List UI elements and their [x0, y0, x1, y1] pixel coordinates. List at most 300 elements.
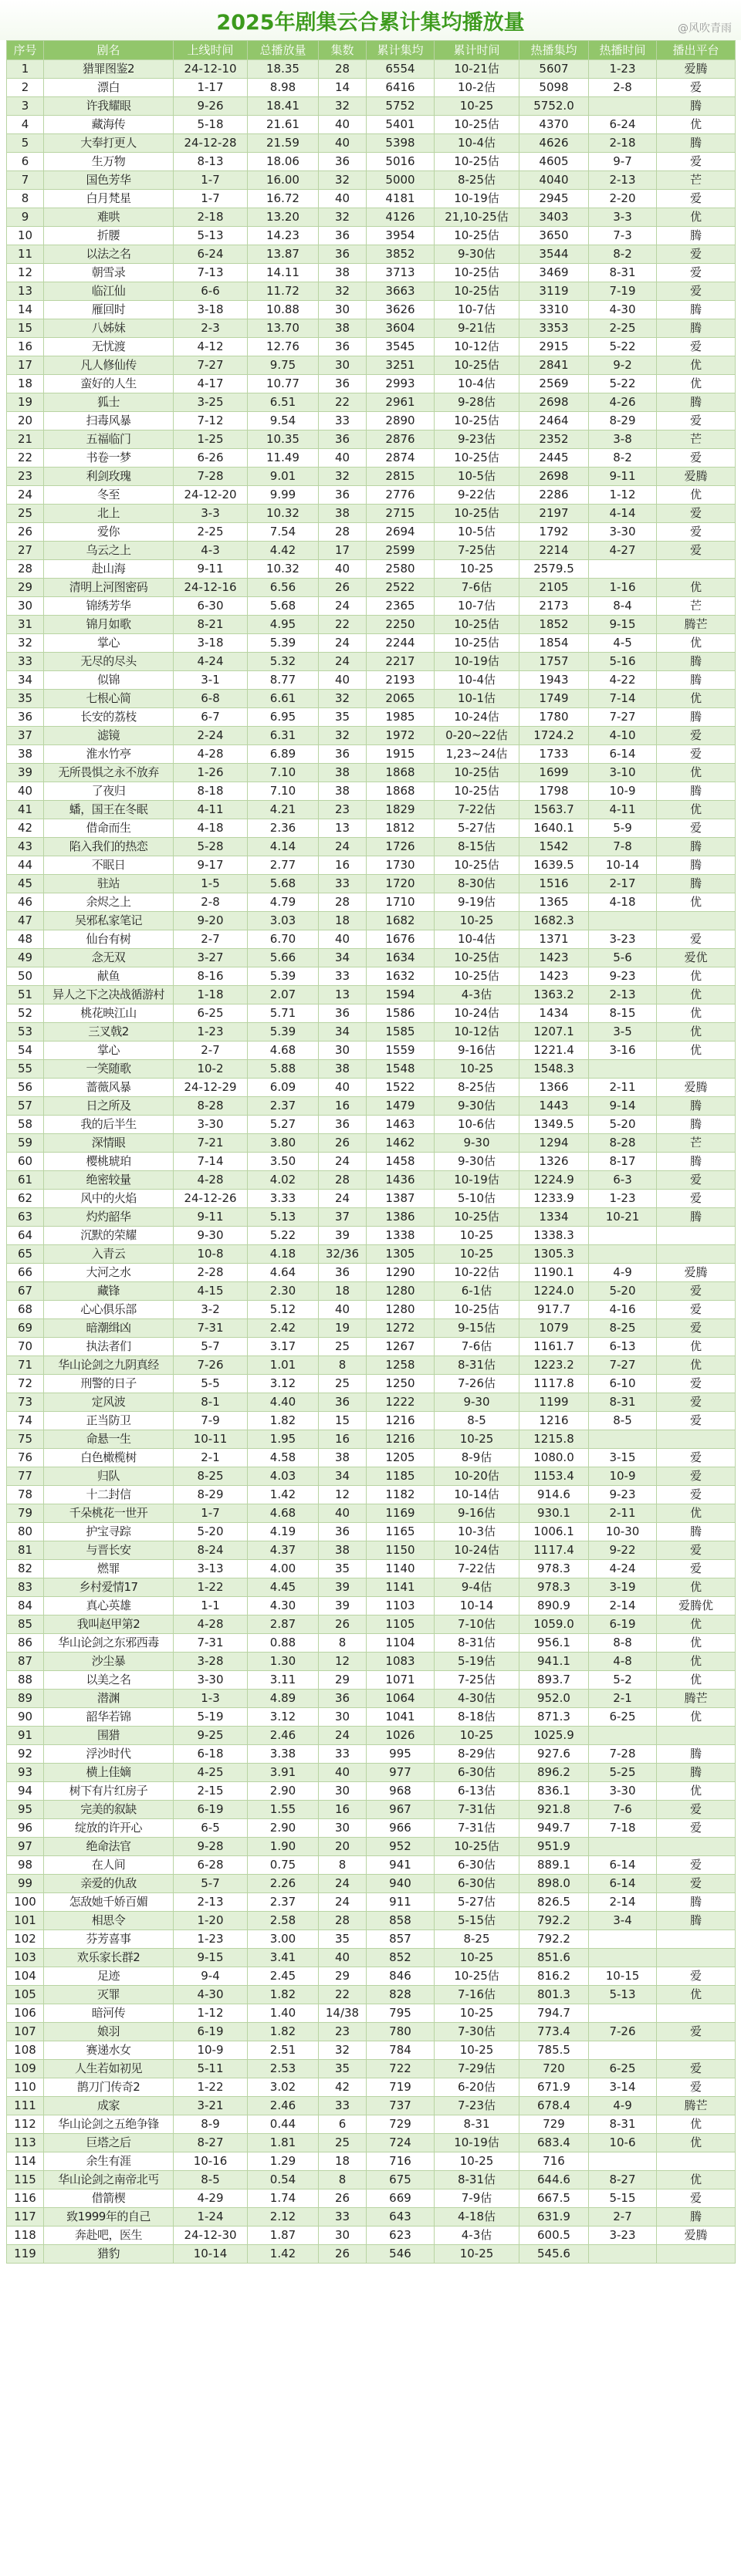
cell-total-views: 2.46: [248, 2097, 319, 2115]
cell-cumulative-avg: 1479: [367, 1097, 435, 1116]
cell-total-views: 4.02: [248, 1171, 319, 1190]
cell-rank: 55: [7, 1060, 44, 1079]
cell-cumulative-time: 4-18估: [435, 2208, 519, 2227]
cell-total-views: 2.07: [248, 986, 319, 1004]
cell-peak-avg: 941.1: [519, 1653, 589, 1671]
cell-cumulative-time: 9-28估: [435, 393, 519, 412]
cell-platform: [657, 2041, 736, 2060]
cell-rank: 14: [7, 301, 44, 319]
cell-total-views: 14.23: [248, 227, 319, 245]
cell-episodes: 16: [319, 1097, 367, 1116]
cell-cumulative-avg: 2890: [367, 412, 435, 430]
cell-drama-name: 无忧渡: [44, 338, 174, 356]
cell-platform: 腾: [657, 319, 736, 338]
cell-peak-avg: 4626: [519, 134, 589, 153]
cell-total-views: 2.53: [248, 2060, 319, 2078]
table-row: [7, 1578, 736, 1597]
cell-drama-name: 足迹: [44, 1967, 174, 1986]
cell-peak-avg: 1780: [519, 708, 589, 727]
table-row: [7, 190, 736, 208]
cell-peak-avg: 545.6: [519, 2245, 589, 2264]
cell-launch-date: 3-18: [174, 634, 248, 653]
cell-launch-date: 6-28: [174, 1856, 248, 1875]
cell-rank: 51: [7, 986, 44, 1004]
cell-cumulative-time: 8-25: [435, 1930, 519, 1949]
table-row: [7, 1486, 736, 1504]
cell-cumulative-time: 7-22估: [435, 801, 519, 819]
cell-platform: 爱: [657, 1449, 736, 1467]
cell-peak-avg: 1006.1: [519, 1523, 589, 1541]
cell-episodes: 38: [319, 764, 367, 782]
cell-cumulative-time: 10-25估: [435, 616, 519, 634]
cell-peak-avg: 949.7: [519, 1819, 589, 1838]
cell-peak-avg: 785.5: [519, 2041, 589, 2060]
cell-cumulative-time: 10-25估: [435, 764, 519, 782]
cell-episodes: 22: [319, 393, 367, 412]
cell-cumulative-avg: 729: [367, 2115, 435, 2134]
cell-platform: 腾: [657, 1912, 736, 1930]
cell-rank: 37: [7, 727, 44, 745]
cell-drama-name: 十二封信: [44, 1486, 174, 1504]
cell-launch-date: 7-31: [174, 1319, 248, 1338]
cell-episodes: 25: [319, 2134, 367, 2152]
cell-drama-name: 白月梵星: [44, 190, 174, 208]
cell-drama-name: 八姊妹: [44, 319, 174, 338]
cell-drama-name: 利剑玫瑰: [44, 468, 174, 486]
cell-drama-name: 深情眼: [44, 1134, 174, 1153]
cell-cumulative-time: 10-4估: [435, 375, 519, 393]
cell-cumulative-avg: 2193: [367, 671, 435, 690]
cell-drama-name: 相思令: [44, 1912, 174, 1930]
cell-drama-name: 与晋长安: [44, 1541, 174, 1560]
cell-platform: 优: [657, 116, 736, 134]
header-peak-time: 热播时间: [589, 41, 657, 60]
cell-cumulative-avg: 1083: [367, 1653, 435, 1671]
table-row: [7, 1856, 736, 1875]
cell-launch-date: 3-25: [174, 393, 248, 412]
cell-peak-time: 9-23: [589, 1486, 657, 1504]
cell-drama-name: 鹊刀门传奇2: [44, 2078, 174, 2097]
cell-peak-time: 6-10: [589, 1375, 657, 1393]
cell-cumulative-time: 10-25估: [435, 856, 519, 875]
cell-peak-avg: 1854: [519, 634, 589, 653]
cell-total-views: 2.58: [248, 1912, 319, 1930]
cell-peak-time: 2-1: [589, 1690, 657, 1708]
cell-episodes: 6: [319, 2115, 367, 2134]
cell-total-views: 5.39: [248, 1023, 319, 1042]
table-row: [7, 634, 736, 653]
cell-cumulative-avg: 716: [367, 2152, 435, 2171]
cell-episodes: 33: [319, 1745, 367, 1764]
table-row: [7, 264, 736, 282]
cell-peak-time: 5-20: [589, 1116, 657, 1134]
header-platform: 播出平台: [657, 41, 736, 60]
cell-drama-name: 凡人修仙传: [44, 356, 174, 375]
cell-cumulative-avg: 1165: [367, 1523, 435, 1541]
cell-drama-name: 欢乐家长群2: [44, 1949, 174, 1967]
cell-episodes: 24: [319, 1153, 367, 1171]
cell-cumulative-avg: 1985: [367, 708, 435, 727]
cell-peak-avg: 1792: [519, 523, 589, 542]
cell-total-views: 4.79: [248, 893, 319, 912]
cell-peak-time: 7-26: [589, 2023, 657, 2041]
cell-rank: 49: [7, 949, 44, 967]
cell-peak-time: 2-11: [589, 1079, 657, 1097]
cell-launch-date: 5-5: [174, 1375, 248, 1393]
cell-rank: 64: [7, 1227, 44, 1245]
cell-launch-date: 10-11: [174, 1430, 248, 1449]
cell-episodes: 40: [319, 116, 367, 134]
cell-drama-name: 朝雪录: [44, 264, 174, 282]
cell-total-views: 4.42: [248, 542, 319, 560]
cell-peak-time: 9-7: [589, 153, 657, 171]
cell-peak-avg: 729: [519, 2115, 589, 2134]
cell-platform: 芒: [657, 1134, 736, 1153]
cell-peak-time: 4-30: [589, 301, 657, 319]
table-row: [7, 505, 736, 523]
cell-peak-time: 3-30: [589, 523, 657, 542]
cell-platform: 腾: [657, 1764, 736, 1782]
cell-launch-date: 8-1: [174, 1393, 248, 1412]
cell-platform: 腾: [657, 856, 736, 875]
cell-episodes: 36: [319, 245, 367, 264]
cell-cumulative-time: 10-24估: [435, 1004, 519, 1023]
cell-episodes: 13: [319, 986, 367, 1004]
cell-total-views: 3.38: [248, 1745, 319, 1764]
cell-cumulative-avg: 3626: [367, 301, 435, 319]
cell-rank: 30: [7, 597, 44, 616]
cell-cumulative-time: 10-1估: [435, 690, 519, 708]
cell-peak-time: 4-9: [589, 2097, 657, 2115]
cell-peak-avg: 851.6: [519, 1949, 589, 1967]
cell-drama-name: 北上: [44, 505, 174, 523]
table-row: [7, 1764, 736, 1782]
cell-platform: 腾: [657, 1523, 736, 1541]
cell-peak-avg: 1852: [519, 616, 589, 634]
cell-rank: 59: [7, 1134, 44, 1153]
cell-peak-time: 1-23: [589, 1190, 657, 1208]
cell-rank: 43: [7, 838, 44, 856]
table-row: [7, 1079, 736, 1097]
cell-peak-time: [589, 2152, 657, 2171]
cell-total-views: 2.37: [248, 1097, 319, 1116]
cell-rank: 25: [7, 505, 44, 523]
cell-episodes: 33: [319, 875, 367, 893]
cell-rank: 57: [7, 1097, 44, 1116]
cell-cumulative-time: 10-25: [435, 2041, 519, 2060]
cell-rank: 9: [7, 208, 44, 227]
cell-peak-time: 8-15: [589, 1004, 657, 1023]
cell-launch-date: 9-26: [174, 97, 248, 116]
header-cumulative-time: 累计时间: [435, 41, 519, 60]
cell-cumulative-avg: 1720: [367, 875, 435, 893]
cell-peak-time: 8-31: [589, 1393, 657, 1412]
table-row: [7, 153, 736, 171]
cell-launch-date: 6-24: [174, 245, 248, 264]
cell-launch-date: 4-3: [174, 542, 248, 560]
cell-peak-time: 7-18: [589, 1819, 657, 1838]
cell-cumulative-avg: 643: [367, 2208, 435, 2227]
cell-total-views: 18.06: [248, 153, 319, 171]
cell-cumulative-avg: 1463: [367, 1116, 435, 1134]
cell-peak-time: 8-4: [589, 597, 657, 616]
cell-peak-avg: 2579.5: [519, 560, 589, 579]
cell-launch-date: 5-7: [174, 1338, 248, 1356]
cell-launch-date: 7-28: [174, 468, 248, 486]
cell-launch-date: 6-7: [174, 708, 248, 727]
cell-episodes: 16: [319, 1801, 367, 1819]
cell-drama-name: 难哄: [44, 208, 174, 227]
cell-episodes: 28: [319, 1912, 367, 1930]
cell-rank: 11: [7, 245, 44, 264]
cell-drama-name: 淮水竹亭: [44, 745, 174, 764]
cell-launch-date: 1-7: [174, 190, 248, 208]
cell-peak-time: [589, 1727, 657, 1745]
cell-rank: 76: [7, 1449, 44, 1467]
cell-platform: 腾: [657, 1745, 736, 1764]
cell-peak-avg: 1305.3: [519, 1245, 589, 1264]
table-row: [7, 1023, 736, 1042]
cell-peak-time: 4-24: [589, 1560, 657, 1578]
cell-platform: [657, 912, 736, 930]
cell-platform: 腾: [657, 838, 736, 856]
cell-platform: 优: [657, 893, 736, 912]
cell-episodes: 17: [319, 542, 367, 560]
cell-cumulative-time: 5-27估: [435, 819, 519, 838]
cell-drama-name: 千朵桃花一世开: [44, 1504, 174, 1523]
cell-launch-date: 2-28: [174, 1264, 248, 1282]
table-row: [7, 616, 736, 634]
cell-drama-name: 献鱼: [44, 967, 174, 986]
cell-cumulative-avg: 722: [367, 2060, 435, 2078]
cell-total-views: 4.89: [248, 1690, 319, 1708]
cell-cumulative-avg: 2993: [367, 375, 435, 393]
cell-drama-name: 潜渊: [44, 1690, 174, 1708]
cell-episodes: 22: [319, 1986, 367, 2004]
table-row: [7, 134, 736, 153]
cell-peak-avg: 2173: [519, 597, 589, 616]
cell-peak-time: 2-7: [589, 2208, 657, 2227]
cell-drama-name: 绝命法官: [44, 1838, 174, 1856]
cell-drama-name: 暗河传: [44, 2004, 174, 2023]
cell-total-views: 7.10: [248, 782, 319, 801]
cell-total-views: 3.33: [248, 1190, 319, 1208]
cell-episodes: 19: [319, 1319, 367, 1338]
table-row: [7, 1449, 736, 1467]
cell-rank: 93: [7, 1764, 44, 1782]
cell-launch-date: 1-5: [174, 875, 248, 893]
table-row: [7, 801, 736, 819]
cell-episodes: 25: [319, 1338, 367, 1356]
table-row: [7, 838, 736, 856]
table-row: [7, 1319, 736, 1338]
cell-platform: 爱: [657, 1190, 736, 1208]
cell-episodes: 36: [319, 1690, 367, 1708]
cell-total-views: 0.44: [248, 2115, 319, 2134]
cell-rank: 81: [7, 1541, 44, 1560]
cell-rank: 12: [7, 264, 44, 282]
cell-drama-name: 生万物: [44, 153, 174, 171]
cell-platform: 爱: [657, 505, 736, 523]
cell-cumulative-time: 7-26估: [435, 1375, 519, 1393]
table-row: [7, 1134, 736, 1153]
cell-drama-name: 余烬之上: [44, 893, 174, 912]
cell-platform: 爱: [657, 190, 736, 208]
cell-launch-date: 9-15: [174, 1949, 248, 1967]
cell-platform: 腾: [657, 1208, 736, 1227]
cell-peak-time: 1-23: [589, 60, 657, 79]
cell-rank: 95: [7, 1801, 44, 1819]
cell-launch-date: 4-12: [174, 338, 248, 356]
cell-episodes: 16: [319, 1430, 367, 1449]
cell-rank: 62: [7, 1190, 44, 1208]
cell-episodes: 33: [319, 2208, 367, 2227]
cell-rank: 66: [7, 1264, 44, 1282]
cell-launch-date: 6-6: [174, 282, 248, 301]
cell-drama-name: 国色芳华: [44, 171, 174, 190]
cell-cumulative-time: 6-30估: [435, 1764, 519, 1782]
cell-rank: 29: [7, 579, 44, 597]
cell-platform: 爱: [657, 282, 736, 301]
cell-total-views: 5.71: [248, 1004, 319, 1023]
cell-rank: 3: [7, 97, 44, 116]
cell-cumulative-time: 10-25估: [435, 634, 519, 653]
cell-peak-avg: 3544: [519, 245, 589, 264]
cell-cumulative-time: 10-6估: [435, 1116, 519, 1134]
cell-episodes: 39: [319, 1227, 367, 1245]
cell-cumulative-avg: 737: [367, 2097, 435, 2115]
table-row: [7, 1986, 736, 2004]
cell-drama-name: 借命而生: [44, 819, 174, 838]
cell-cumulative-time: 10-5估: [435, 523, 519, 542]
cell-cumulative-avg: 3713: [367, 264, 435, 282]
cell-episodes: 32: [319, 282, 367, 301]
cell-peak-time: 4-9: [589, 1264, 657, 1282]
cell-rank: 39: [7, 764, 44, 782]
cell-launch-date: 7-27: [174, 356, 248, 375]
cell-platform: 爱: [657, 2189, 736, 2208]
cell-cumulative-time: 10-24估: [435, 708, 519, 727]
cell-cumulative-time: 5-19估: [435, 1653, 519, 1671]
cell-peak-avg: 1294: [519, 1134, 589, 1153]
cell-launch-date: 8-27: [174, 2134, 248, 2152]
cell-total-views: 4.14: [248, 838, 319, 856]
cell-platform: 优: [657, 2134, 736, 2152]
cell-launch-date: 7-14: [174, 1153, 248, 1171]
cell-platform: 爱: [657, 2023, 736, 2041]
cell-cumulative-time: 10-25估: [435, 1967, 519, 1986]
cell-peak-time: 1-12: [589, 486, 657, 505]
cell-peak-time: 9-2: [589, 356, 657, 375]
cell-total-views: 2.90: [248, 1782, 319, 1801]
cell-launch-date: 2-13: [174, 1893, 248, 1912]
cell-drama-name: 爱你: [44, 523, 174, 542]
cell-peak-avg: 2286: [519, 486, 589, 505]
table-row: [7, 301, 736, 319]
cell-episodes: 32: [319, 208, 367, 227]
cell-total-views: 7.10: [248, 764, 319, 782]
cell-rank: 52: [7, 1004, 44, 1023]
cell-peak-avg: 952.0: [519, 1690, 589, 1708]
cell-episodes: 13: [319, 819, 367, 838]
cell-total-views: 6.61: [248, 690, 319, 708]
cell-episodes: 26: [319, 579, 367, 597]
cell-launch-date: 6-18: [174, 1745, 248, 1764]
cell-platform: 爱: [657, 523, 736, 542]
cell-launch-date: 1-26: [174, 764, 248, 782]
cell-platform: 腾: [657, 1153, 736, 1171]
cell-peak-time: 4-22: [589, 671, 657, 690]
cell-total-views: 4.03: [248, 1467, 319, 1486]
cell-rank: 45: [7, 875, 44, 893]
cell-rank: 109: [7, 2060, 44, 2078]
table-row: [7, 375, 736, 393]
table-row: [7, 282, 736, 301]
cell-cumulative-avg: 1548: [367, 1060, 435, 1079]
cell-platform: 爱: [657, 1819, 736, 1838]
cell-episodes: 8: [319, 1356, 367, 1375]
cell-cumulative-time: 10-25: [435, 97, 519, 116]
cell-rank: 40: [7, 782, 44, 801]
cell-drama-name: 五福临门: [44, 430, 174, 449]
cell-launch-date: 24-12-20: [174, 486, 248, 505]
cell-drama-name: 猎罪图鉴2: [44, 60, 174, 79]
cell-peak-time: 5-9: [589, 819, 657, 838]
cell-total-views: 9.01: [248, 468, 319, 486]
cell-episodes: 38: [319, 264, 367, 282]
cell-total-views: 6.95: [248, 708, 319, 727]
cell-rank: 75: [7, 1430, 44, 1449]
cell-launch-date: 10-8: [174, 1245, 248, 1264]
cell-peak-time: 4-8: [589, 1653, 657, 1671]
cell-peak-avg: 3469: [519, 264, 589, 282]
cell-rank: 48: [7, 930, 44, 949]
cell-rank: 101: [7, 1912, 44, 1930]
cell-launch-date: 3-3: [174, 505, 248, 523]
cell-peak-avg: 826.5: [519, 1893, 589, 1912]
cell-drama-name: 无尽的尽头: [44, 653, 174, 671]
table-row: [7, 468, 736, 486]
cell-platform: 优: [657, 1986, 736, 2004]
cell-peak-time: 10-21: [589, 1208, 657, 1227]
cell-peak-avg: 1224.0: [519, 1282, 589, 1301]
cell-launch-date: 8-25: [174, 1467, 248, 1486]
cell-total-views: 1.55: [248, 1801, 319, 1819]
cell-peak-time: 3-3: [589, 208, 657, 227]
cell-rank: 33: [7, 653, 44, 671]
cell-episodes: 42: [319, 2078, 367, 2097]
cell-peak-time: 6-14: [589, 1856, 657, 1875]
cell-peak-avg: 1733: [519, 745, 589, 764]
cell-cumulative-avg: 4181: [367, 190, 435, 208]
cell-cumulative-time: 7-25估: [435, 1671, 519, 1690]
cell-rank: 110: [7, 2078, 44, 2097]
cell-total-views: 16.00: [248, 171, 319, 190]
cell-peak-avg: 3650: [519, 227, 589, 245]
table-row: [7, 1653, 736, 1671]
cell-drama-name: 许我耀眼: [44, 97, 174, 116]
cell-launch-date: 10-2: [174, 1060, 248, 1079]
header-total-views: 总播放量: [248, 41, 319, 60]
cell-platform: 腾: [657, 671, 736, 690]
cell-rank: 32: [7, 634, 44, 653]
cell-cumulative-time: 9-30估: [435, 1153, 519, 1171]
table-row: [7, 1060, 736, 1079]
cell-peak-time: 6-24: [589, 116, 657, 134]
cell-peak-time: 2-11: [589, 1504, 657, 1523]
cell-platform: 爱: [657, 1541, 736, 1560]
cell-cumulative-avg: 2815: [367, 468, 435, 486]
